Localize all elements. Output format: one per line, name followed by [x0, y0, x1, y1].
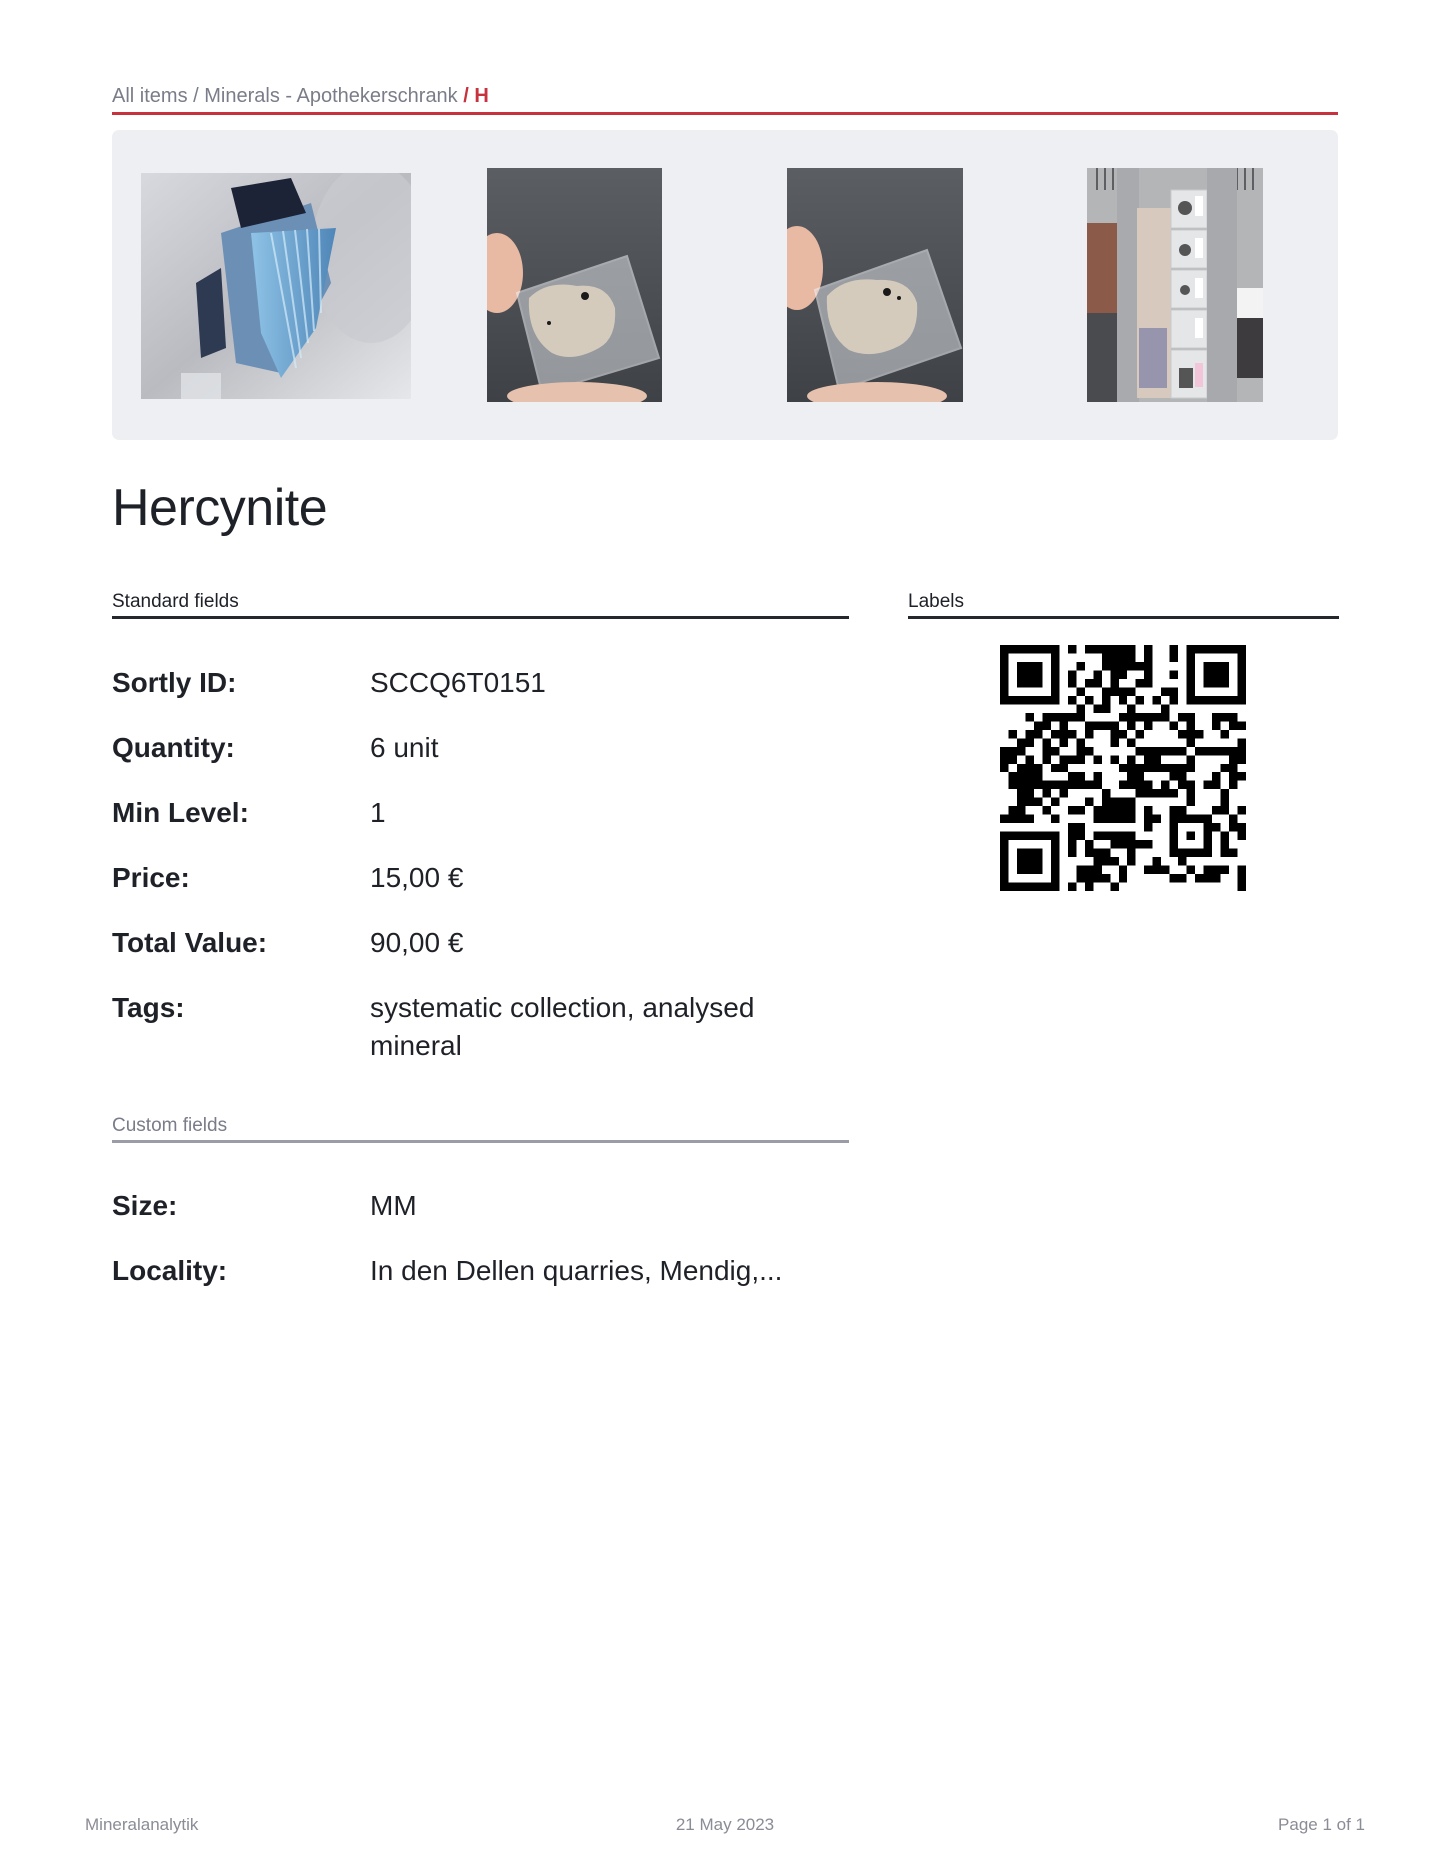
photo-3[interactable] — [787, 168, 963, 402]
photo-1[interactable] — [141, 173, 411, 399]
breadcrumb-path[interactable]: All items / Minerals - Apothekerschrank — [112, 85, 458, 107]
photo-2[interactable] — [487, 168, 662, 402]
field-value: 1 — [370, 797, 386, 828]
field-value: 6 unit — [370, 732, 439, 763]
specimen-box-photo-image — [487, 168, 662, 402]
crystal-photo-image — [141, 173, 411, 399]
footer-date: 21 May 2023 — [675, 1815, 775, 1834]
photo-gallery — [112, 130, 1338, 440]
field-label: Locality: — [112, 1255, 228, 1286]
item-title: Hercynite — [112, 479, 328, 537]
breadcrumb-separator: / — [457, 85, 475, 107]
labels-heading: Labels — [908, 591, 1339, 619]
specimen-box-photo-image — [787, 168, 963, 402]
field-label: Size: — [112, 1190, 178, 1221]
field-value: 90,00 € — [370, 927, 464, 958]
field-value: In den Dellen quarries, Mendig,... — [370, 1255, 783, 1286]
field-label: Tags: — [112, 992, 185, 1023]
photo-4[interactable] — [1087, 168, 1263, 402]
standard-fields-heading: Standard fields — [112, 591, 849, 619]
field-label: Price: — [112, 862, 190, 893]
field-label: Total Value: — [112, 927, 268, 958]
field-label: Quantity: — [112, 732, 235, 763]
qr-code-icon — [1000, 645, 1246, 891]
breadcrumb — [112, 84, 1338, 115]
field-value: MM — [370, 1190, 417, 1221]
field-value: 15,00 € — [370, 862, 464, 893]
field-label: Sortly ID: — [112, 667, 237, 698]
field-value: systematic collection, analysed mineral — [370, 992, 755, 1061]
footer-page: Page 1 of 1 — [1278, 1815, 1365, 1834]
field-value: SCCQ6T0151 — [370, 667, 546, 698]
drawer-photo-image — [1087, 168, 1263, 402]
field-label: Min Level: — [112, 797, 249, 828]
breadcrumb-current: H — [474, 85, 489, 107]
footer-company: Mineralanalytik — [85, 1815, 199, 1834]
custom-fields-heading: Custom fields — [112, 1115, 849, 1143]
